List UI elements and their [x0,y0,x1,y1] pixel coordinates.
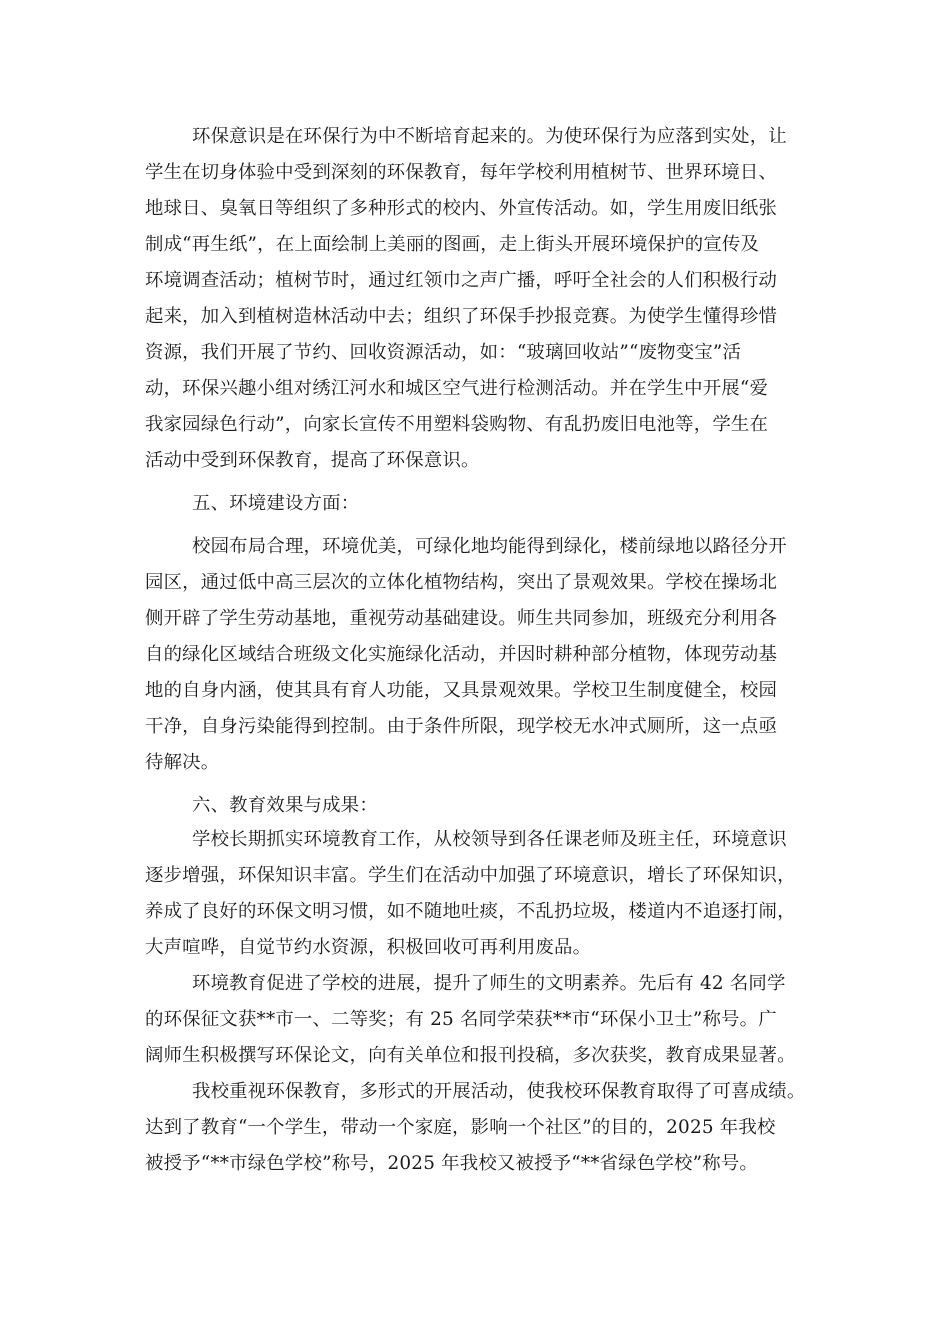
section-heading: 六、教育效果与成果： [192,795,378,816]
paragraph-line: 环境调查活动；植树节时，通过红领巾之声广播，呼吁全社会的人们积极行动 [145,270,778,291]
paragraph-line: 干净，自身污染能得到控制。由于条件所限，现学校无水冲式厕所，这一点亟 [145,716,778,737]
paragraph-line: 逐步增强，环保知识丰富。学生们在活动中加强了环境意识，增长了环保知识， [145,865,796,886]
paragraph-line: 制成“再生纸”，在上面绘制上美丽的图画，走上街头开展环境保护的宣传及 [145,234,760,255]
section-heading: 五、环境建设方面： [192,493,360,514]
paragraph-line: 地的自身内涵，使其具有育人功能，又具景观效果。学校卫生制度健全，校园 [145,680,778,701]
paragraph-line: 养成了良好的环保文明习惯，如不随地吐痰，不乱扔垃圾，楼道内不追逐打闹， [145,901,796,922]
paragraph-line: 资源，我们开展了节约、回收资源活动，如：“玻璃回收站”“废物变宝”活 [145,342,742,363]
paragraph-line: 环保意识是在环保行为中不断培育起来的。为使环保行为应落到实处，让 [192,126,787,147]
paragraph-line: 我家园绿色行动”，向家长宣传不用塑料袋购物、有乱扔废旧电池等，学生在 [145,414,769,435]
paragraph-line: 学生在切身体验中受到深刻的环保教育，每年学校利用植树节、世界环境日、 [145,162,778,183]
paragraph-line: 待解决。 [145,752,220,773]
paragraph-line: 园区，通过低中高三层次的立体化植物结构，突出了景观效果。学校在操场北 [145,572,778,593]
paragraph-line: 我校重视环保教育，多形式的开展活动，使我校环保教育取得了可喜成绩。 [192,1081,806,1102]
paragraph-line: 活动中受到环保教育，提高了环保意识。 [145,450,480,471]
paragraph-line: 大声喧哗，自觉节约水资源，积极回收可再利用废品。 [145,937,592,958]
paragraph-line: 环境教育促进了学校的进展，提升了师生的文明素养。先后有 42 名同学 [192,973,786,994]
paragraph-line: 自的绿化区域结合班级文化实施绿化活动，并因时耕种部分植物，体现劳动基 [145,644,778,665]
paragraph-line: 达到了教育“一个学生，带动一个家庭，影响一个社区”的目的，2025 年我校 [145,1117,776,1138]
paragraph-line: 地球日、臭氧日等组织了多种形式的校内、外宣传活动。如，学生用废旧纸张 [145,198,778,219]
paragraph-line: 被授予“**市绿色学校”称号，2025 年我校又被授予“**省绿色学校”称号。 [145,1153,758,1174]
paragraph-line: 学校长期抓实环境教育工作，从校领导到各任课老师及班主任，环境意识 [192,829,787,850]
paragraph-line: 侧开辟了学生劳动基地，重视劳动基础建设。师生共同参加，班级充分利用各 [145,608,778,629]
paragraph-line: 阔师生积极撰写环保论文，向有关单位和报刊投稿，多次获奖，教育成果显著。 [145,1045,796,1066]
paragraph-line: 起来，加入到植树造林活动中去；组织了环保手抄报竞赛。为使学生懂得珍惜 [145,306,778,327]
paragraph-line: 动，环保兴趣小组对绣江河水和城区空气进行检测活动。并在学生中开展“爱 [145,378,769,399]
paragraph-line: 校园布局合理，环境优美，可绿化地均能得到绿化，楼前绿地以路径分开 [192,536,787,557]
paragraph-line: 的环保征文获**市一、二等奖；有 25 名同学荣获**市“环保小卫士”称号。广 [145,1009,777,1030]
